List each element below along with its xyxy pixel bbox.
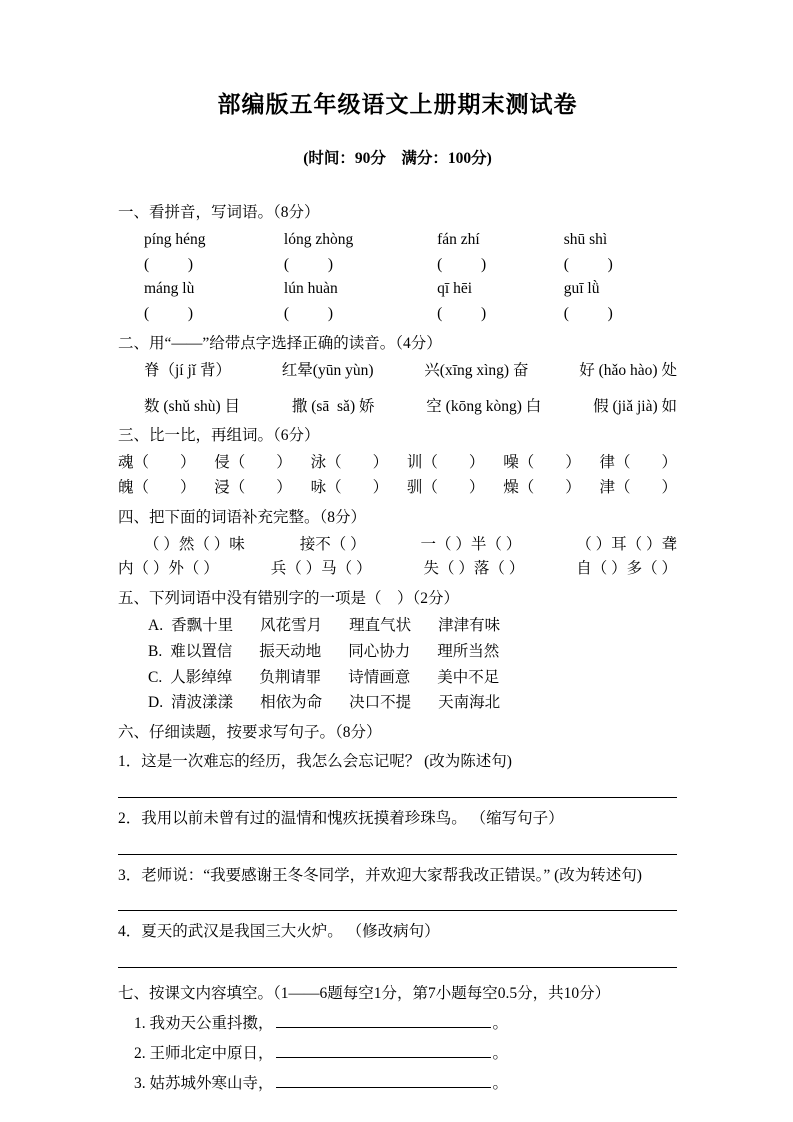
option-label: A. [148, 616, 164, 634]
option-word: 理所当然 [437, 642, 500, 660]
section-6-heading: 六、仔细读题，按要求写句子。（8分） [118, 724, 382, 742]
sentence-question-2 [118, 807, 677, 855]
option-word: 诗情画意 [348, 668, 411, 686]
answer-line [118, 775, 677, 798]
fill-item-3 [134, 1069, 677, 1099]
answer-blank: ( ) [563, 255, 613, 273]
pinyin-word: lóng zhòng [283, 230, 354, 248]
answer-blank: ( ) [563, 305, 613, 323]
choice-option-c [148, 666, 677, 691]
question-text: 4．夏天的武汉是我国三大火炉。 （修改病句） [118, 923, 440, 941]
section-4-complete-idioms [118, 506, 677, 582]
answer-blank: ( ) [437, 305, 487, 323]
pinyin-word: fán zhí [437, 230, 480, 248]
zuci-cell: 噪（ ） [503, 454, 581, 472]
option-word: 相依为命 [260, 694, 323, 712]
answer-blank: ( ) [283, 255, 333, 273]
idiom-cell: 兵（ ）马（ ） [270, 560, 372, 578]
idiom-cell: 内（ ）外（ ） [118, 560, 219, 578]
answer-blank: ( ) [144, 255, 194, 273]
section-7-heading: 七、按课文内容填空。（1——6题每空1分，第7小题每空0.5分，共10分） [118, 985, 611, 1003]
zuci-cell: 浸（ ） [214, 478, 292, 496]
fill-prefix: 1. 我劝天公重抖擞， [134, 1014, 274, 1032]
option-word: 香飘十里 [171, 616, 234, 634]
option-word: 津津有味 [438, 616, 501, 634]
pronunciation-item: 红晕(yūn yùn) [281, 361, 374, 379]
pronunciation-item: 好 (hǎo hào) 处 [579, 361, 677, 379]
section-2-pronunciation [118, 332, 677, 419]
fill-blank [276, 1042, 491, 1058]
question-text: 2．我用以前未曾有过的温情和愧疚抚摸着珍珠鸟。 （缩写句子） [118, 809, 564, 827]
section-1-pinyin [118, 201, 677, 327]
option-label: C. [148, 668, 163, 686]
idiom-row-1 [118, 533, 677, 558]
choice-option-b [148, 640, 677, 665]
zuci-cell: 侵（ ） [214, 454, 292, 472]
section-5-heading: 五、下列词语中没有错别字的一项是（ ）（2分） [118, 590, 460, 608]
idiom-cell: （ ）耳（ ）聋 [576, 535, 677, 553]
pinyin-row-2 [118, 277, 677, 302]
pinyin-word: lún huàn [283, 280, 338, 298]
sentence-question-4 [118, 920, 677, 968]
section-6-rewrite-sentences [118, 721, 677, 968]
option-label: B. [148, 642, 163, 660]
pronunciation-row-1 [118, 359, 677, 384]
answer-blank: ( ) [437, 255, 487, 273]
blank-row-1 [118, 253, 677, 278]
answer-line [118, 832, 677, 855]
zuci-cell: 驯（ ） [406, 478, 485, 496]
pronunciation-item: 假 (jiǎ jià) 如 [593, 397, 677, 415]
zuci-row-2 [118, 476, 677, 501]
zuci-cell: 燥（ ） [503, 478, 581, 496]
fill-prefix: 2. 王师北定中原日， [134, 1044, 274, 1062]
doc-subtitle: (时间：90分 满分：100分) [303, 150, 492, 167]
option-word: 天南海北 [438, 694, 501, 712]
section-7-fill-in-blanks [118, 982, 677, 1099]
pronunciation-row-2 [118, 395, 677, 420]
zuci-cell: 咏（ ） [310, 478, 389, 496]
section-2-heading: 二、用“——”给带点字选择正确的读音。（4分） [118, 334, 442, 352]
sentence-question-1 [118, 750, 677, 798]
idiom-cell: 一（ ）半（ ） [420, 535, 522, 553]
fill-in-items [118, 1009, 677, 1099]
fill-blank [276, 1012, 491, 1028]
pinyin-word: máng lù [144, 280, 195, 298]
zuci-cell: 训（ ） [406, 454, 485, 472]
option-word: 同心协力 [348, 642, 411, 660]
option-word: 决口不提 [349, 694, 412, 712]
zuci-row-1 [118, 451, 677, 476]
pinyin-word: qī hēi [437, 280, 473, 298]
fill-item-2 [134, 1039, 677, 1069]
option-word: 振天动地 [259, 642, 322, 660]
zuci-cell: 泳（ ） [310, 454, 389, 472]
pronunciation-item: 撒 (sā sǎ) 娇 [291, 397, 375, 415]
section-3-compare-words [118, 424, 677, 500]
section-5-multiple-choice [118, 587, 677, 716]
option-word: 难以置信 [170, 642, 233, 660]
fill-blank [276, 1072, 491, 1088]
fill-prefix: 3. 姑苏城外寒山寺， [134, 1074, 274, 1092]
pronunciation-item: 数 (shǔ shù) 目 [144, 397, 241, 415]
pinyin-word: shū shì [563, 230, 608, 248]
fill-suffix: 。 [492, 1044, 509, 1062]
section-1-heading: 一、看拼音，写词语。（8分） [118, 204, 320, 221]
zuci-cell: 律（ ） [599, 454, 677, 472]
section-3-heading: 三、比一比，再组词。（6分） [118, 427, 320, 445]
zuci-cell: 津（ ） [599, 478, 677, 496]
pinyin-row-1 [118, 228, 677, 253]
sentence-question-3 [118, 864, 677, 912]
option-word: 美中不足 [437, 668, 500, 686]
zuci-cell: 魄（ ） [118, 478, 196, 496]
fill-suffix: 。 [492, 1014, 509, 1032]
choice-option-a [148, 614, 677, 639]
fill-suffix: 。 [492, 1074, 509, 1092]
answer-line [118, 888, 677, 911]
paper-body [118, 201, 677, 1099]
pronunciation-item: 兴(xīng xìng) 奋 [424, 361, 529, 379]
pinyin-word: guī lǜ [563, 280, 600, 298]
option-word: 清波漾漾 [171, 694, 234, 712]
option-word: 风花雪月 [260, 616, 323, 634]
answer-blank: ( ) [144, 305, 194, 323]
option-label: D. [148, 694, 164, 712]
idiom-cell: 失（ ）落（ ） [423, 560, 525, 578]
pinyin-word: píng héng [144, 230, 206, 248]
pronunciation-item: 空 (kōng kòng) 白 [426, 397, 542, 415]
idiom-cell: 接不（ ） [299, 535, 366, 553]
doc-title: 部编版五年级语文上册期末测试卷 [217, 92, 578, 117]
idiom-row-2 [118, 557, 677, 582]
pronunciation-item: 脊（jí jǐ 背） [144, 361, 231, 379]
option-word: 负荆请罪 [259, 668, 322, 686]
answer-line [118, 945, 677, 968]
choice-options [118, 614, 677, 716]
choice-option-d [148, 691, 677, 716]
option-word: 人影绰绰 [170, 668, 233, 686]
fill-item-1 [134, 1009, 677, 1039]
section-4-heading: 四、把下面的词语补充完整。（8分） [118, 508, 367, 526]
question-text: 1．这是一次难忘的经历，我怎么会忘记呢？ (改为陈述句) [118, 752, 512, 770]
answer-blank: ( ) [283, 305, 333, 323]
question-text: 3．老师说：“我要感谢王冬冬同学，并欢迎大家帮我改正错误。” (改为转述句) [118, 866, 642, 884]
idiom-cell: 自（ ）多（ ） [576, 560, 677, 578]
zuci-cell: 魂（ ） [118, 454, 196, 472]
option-word: 理直气状 [349, 616, 412, 634]
blank-row-2 [118, 302, 677, 327]
idiom-cell: （ ）然（ ）味 [144, 535, 245, 553]
